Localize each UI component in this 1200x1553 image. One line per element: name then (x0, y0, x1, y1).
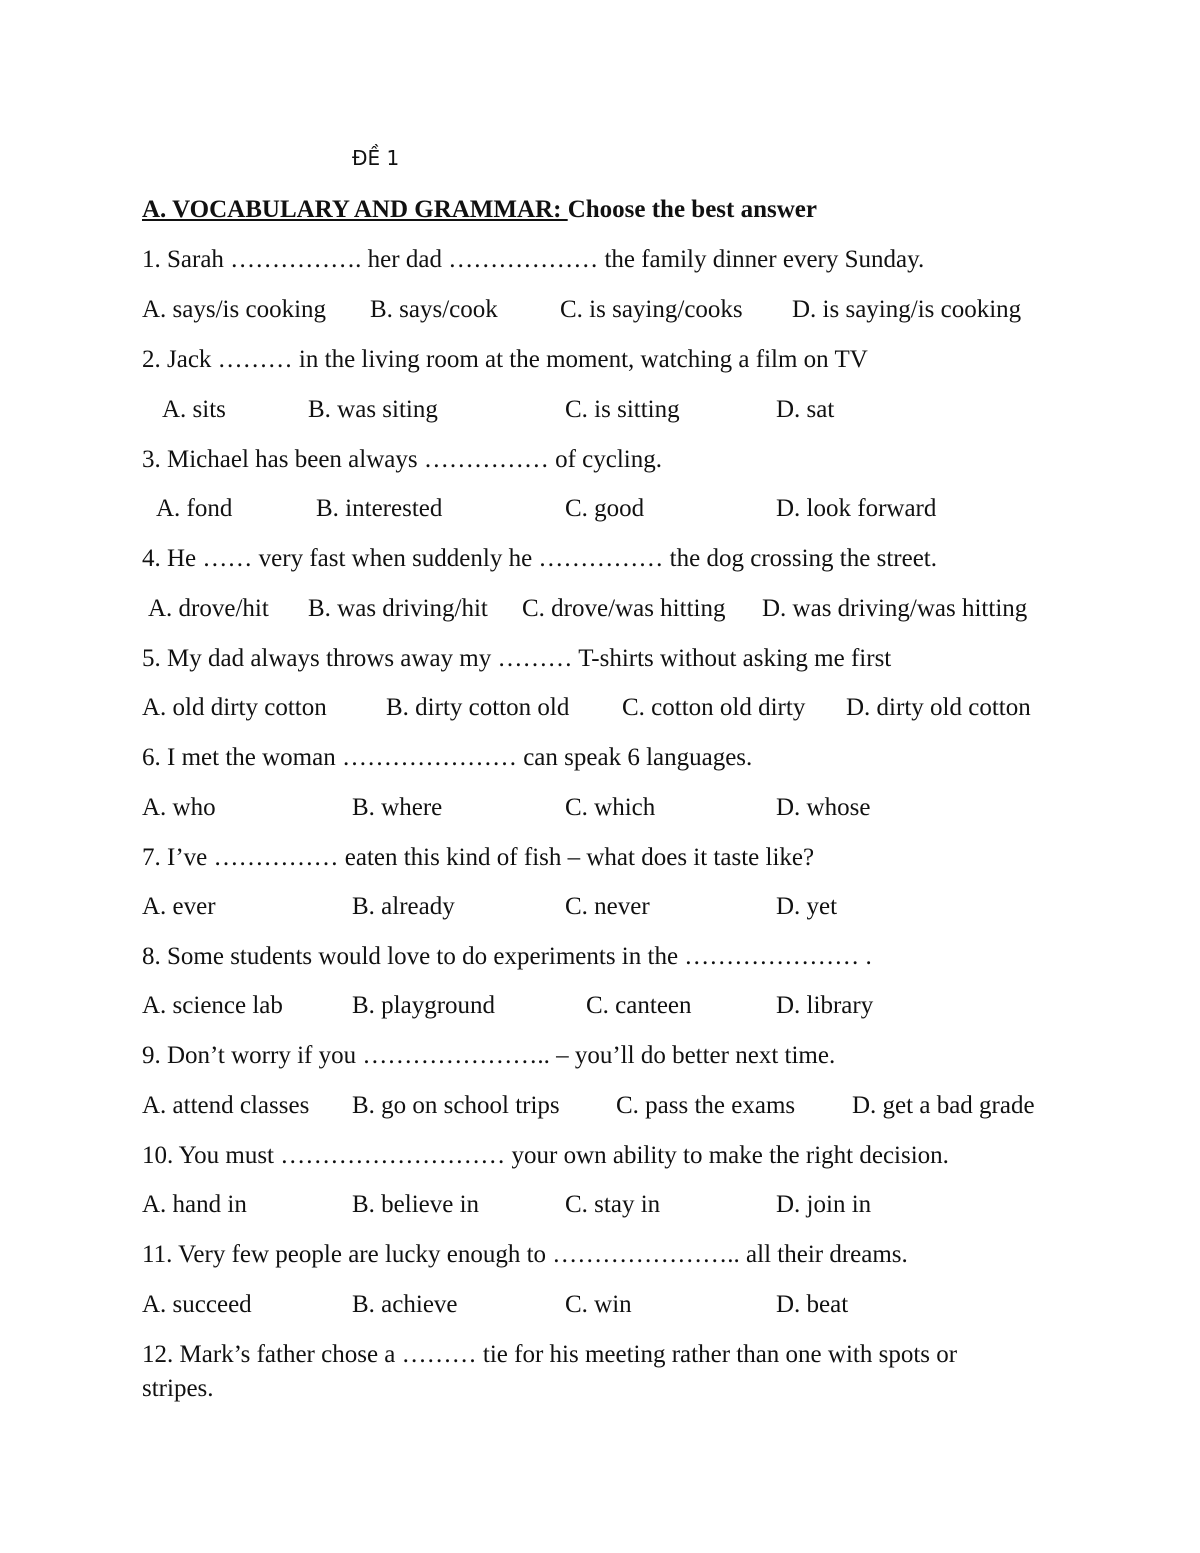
question-3: 3. Michael has been always …………… of cycling. (142, 446, 663, 473)
section-instruction: Choose the best answer (567, 196, 817, 223)
question-12: 12. Mark’s father chose a ……… tie for his meeting rather than one with spots or (142, 1341, 958, 1368)
q6-option-d[interactable]: D. whose (776, 794, 871, 821)
section-heading (142, 196, 817, 224)
question-7: 7. I’ve …………… eaten this kind of fish – what does it taste like? (142, 844, 815, 871)
q10-option-a[interactable]: A. hand in (142, 1191, 247, 1218)
q2-option-d[interactable]: D. sat (776, 396, 835, 423)
q7-option-d[interactable]: D. yet (776, 893, 838, 920)
q9-option-a[interactable]: A. attend classes (142, 1092, 310, 1119)
q7-option-b[interactable]: B. already (352, 893, 455, 920)
q3-option-c[interactable]: C. good (565, 495, 645, 522)
question-2: 2. Jack ……… in the living room at the moment, watching a film on TV (142, 346, 868, 373)
q2-option-b[interactable]: B. was siting (308, 396, 438, 423)
q2-option-a[interactable]: A. sits (162, 396, 226, 423)
q1-option-a[interactable]: A. says/is cooking (142, 296, 327, 323)
q8-option-c[interactable]: C. canteen (586, 992, 692, 1019)
q4-option-c[interactable]: C. drove/was hitting (522, 595, 726, 622)
q3-option-a[interactable]: A. fond (156, 495, 233, 522)
q9-option-c[interactable]: C. pass the exams (616, 1092, 796, 1119)
q11-option-c[interactable]: C. win (565, 1291, 632, 1318)
q9-option-b[interactable]: B. go on school trips (352, 1092, 560, 1119)
question-10: 10. You must ……………………… your own ability to make the right decision. (142, 1142, 949, 1169)
q8-option-b[interactable]: B. playground (352, 992, 496, 1019)
q7-option-c[interactable]: C. never (565, 893, 650, 920)
q11-option-a[interactable]: A. succeed (142, 1291, 252, 1318)
section-label: A. VOCABULARY AND GRAMMAR: (142, 196, 568, 223)
question-9: 9. Don’t worry if you ………………….. – you’ll do better next time. (142, 1042, 836, 1069)
q11-option-b[interactable]: B. achieve (352, 1291, 458, 1318)
q4-option-b[interactable]: B. was driving/hit (308, 595, 488, 622)
q5-option-b[interactable]: B. dirty cotton old (386, 694, 570, 721)
q1-option-b[interactable]: B. says/cook (370, 296, 498, 323)
q6-option-c[interactable]: C. which (565, 794, 656, 821)
question-12-continuation: stripes. (142, 1375, 214, 1402)
q5-option-d[interactable]: D. dirty old cotton (846, 694, 1031, 721)
q1-option-c[interactable]: C. is saying/cooks (560, 296, 743, 323)
q7-option-a[interactable]: A. ever (142, 893, 216, 920)
q2-option-c[interactable]: C. is sitting (565, 396, 680, 423)
q10-option-d[interactable]: D. join in (776, 1191, 872, 1218)
question-5: 5. My dad always throws away my ……… T-shirts without asking me first (142, 645, 892, 672)
question-4: 4. He …… very fast when suddenly he …………… the dog crossing the street. (142, 545, 937, 572)
q10-option-c[interactable]: C. stay in (565, 1191, 661, 1218)
q4-option-a[interactable]: A. drove/hit (148, 595, 269, 622)
q11-option-d[interactable]: D. beat (776, 1291, 849, 1318)
q6-option-b[interactable]: B. where (352, 794, 443, 821)
q3-option-d[interactable]: D. look forward (776, 495, 937, 522)
q6-option-a[interactable]: A. who (142, 794, 216, 821)
question-8: 8. Some students would love to do experiments in the ………………… . (142, 943, 872, 970)
q10-option-b[interactable]: B. believe in (352, 1191, 480, 1218)
page-title: ĐỀ 1 (352, 146, 400, 170)
q9-option-d[interactable]: D. get a bad grade (852, 1092, 1035, 1119)
q1-option-d[interactable]: D. is saying/is cooking (792, 296, 1022, 323)
question-6: 6. I met the woman ………………… can speak 6 languages. (142, 744, 753, 771)
q5-option-c[interactable]: C. cotton old dirty (622, 694, 806, 721)
question-1: 1. Sarah ……………. her dad ……………… the family dinner every Sunday. (142, 246, 925, 273)
q8-option-d[interactable]: D. library (776, 992, 874, 1019)
q3-option-b[interactable]: B. interested (316, 495, 443, 522)
q5-option-a[interactable]: A. old dirty cotton (142, 694, 327, 721)
question-11: 11. Very few people are lucky enough to ………………….. all their dreams. (142, 1241, 908, 1268)
q4-option-d[interactable]: D. was driving/was hitting (762, 595, 1028, 622)
q8-option-a[interactable]: A. science lab (142, 992, 283, 1019)
